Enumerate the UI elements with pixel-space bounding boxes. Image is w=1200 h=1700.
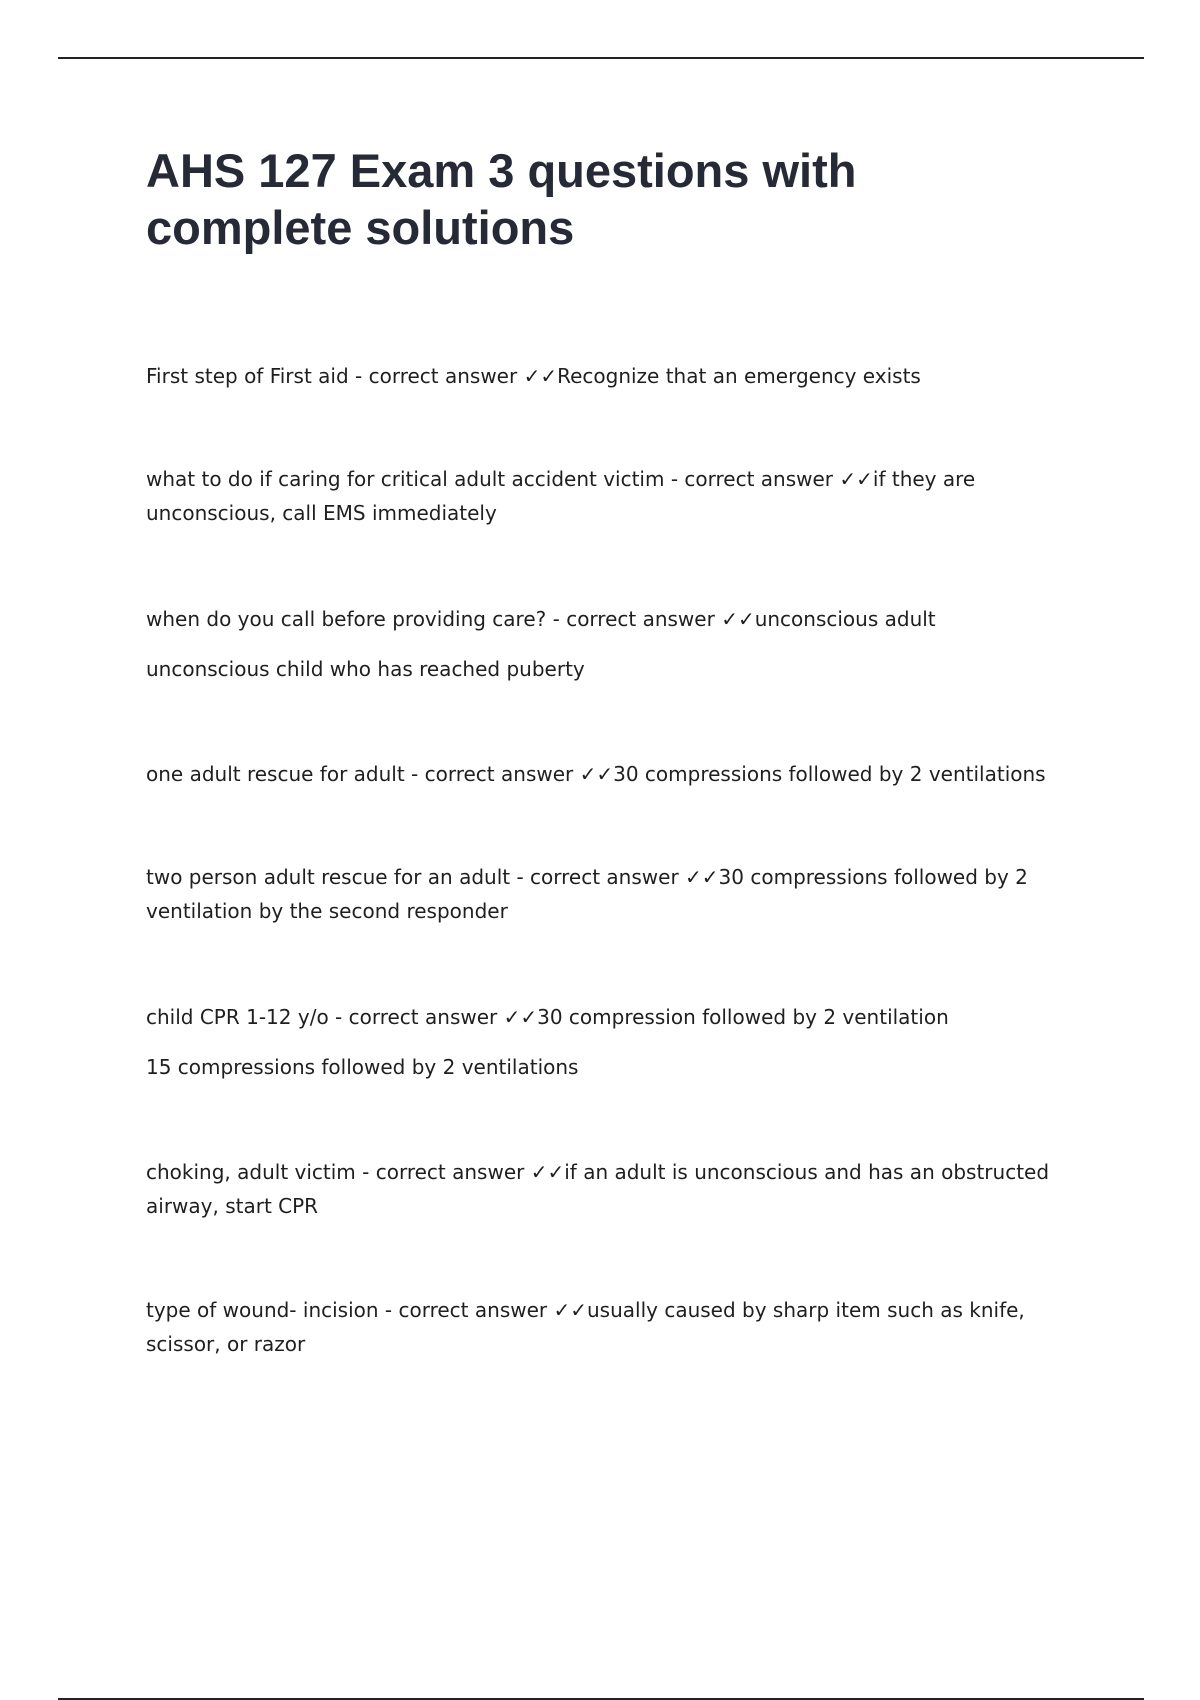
qa-text (146, 757, 1086, 791)
question-text: First step of First aid (146, 364, 349, 388)
question-text: type of wound- incision (146, 1298, 379, 1322)
question-text: what to do if caring for critical adult accident victim (146, 467, 665, 491)
correct-answer-separator: - correct answer (404, 762, 580, 786)
document-title: AHS 127 Exam 3 questions with complete solutions (146, 144, 857, 254)
qa-text (146, 462, 1086, 530)
answer-text: usually caused by sharp item such as knife, scissor, or razor (146, 1298, 1025, 1356)
question-text: one adult rescue for adult (146, 762, 405, 786)
question-text: when do you call before providing care? (146, 607, 547, 631)
qa-item (146, 359, 1086, 393)
check-mark-icon: ✓✓ (579, 762, 614, 786)
answer-text: 30 compressions followed by 2 ventilations (613, 762, 1046, 786)
correct-answer-separator: - correct answer (348, 364, 524, 388)
qa-text (146, 1155, 1086, 1223)
check-mark-icon: ✓✓ (553, 1298, 587, 1322)
correct-answer-separator: - correct answer (328, 1005, 504, 1029)
check-mark-icon: ✓✓ (503, 1005, 538, 1029)
correct-answer-separator: - correct answer (664, 467, 840, 491)
qa-item (146, 1000, 1086, 1084)
qa-item (146, 1293, 1086, 1361)
qa-text (146, 1000, 1086, 1034)
answer-text: if an adult is unconscious and has an obstructed airway, start CPR (146, 1160, 1050, 1218)
qa-item (146, 1155, 1086, 1223)
qa-item (146, 602, 1086, 686)
question-text: choking, adult victim (146, 1160, 356, 1184)
qa-item (146, 462, 1086, 530)
correct-answer-separator: - correct answer (510, 865, 686, 889)
check-mark-icon: ✓✓ (685, 865, 719, 889)
qa-item (146, 757, 1086, 791)
answer-extra-text: unconscious child who has reached puberty (146, 657, 585, 681)
correct-answer-separator: - correct answer (546, 607, 722, 631)
question-text: child CPR 1-12 y/o (146, 1005, 329, 1029)
check-mark-icon: ✓✓ (721, 607, 755, 631)
qa-item (146, 860, 1086, 928)
answer-text: 30 compression followed by 2 ventilation (537, 1005, 949, 1029)
answer-text: unconscious adult (754, 607, 936, 631)
qa-text (146, 602, 1086, 636)
answer-extra-text: 15 compressions followed by 2 ventilations (146, 1055, 579, 1079)
qa-text (146, 860, 1086, 928)
correct-answer-separator: - correct answer (378, 1298, 554, 1322)
answer-text: if they are unconscious, call EMS immediately (146, 467, 976, 525)
answer-text: 30 compressions followed by 2 ventilation by the second responder (146, 865, 1028, 923)
check-mark-icon: ✓✓ (523, 364, 558, 388)
qa-text (146, 359, 1086, 393)
top-rule (58, 57, 1144, 59)
question-text: two person adult rescue for an adult (146, 865, 511, 889)
check-mark-icon: ✓✓ (839, 467, 873, 491)
check-mark-icon: ✓✓ (530, 1160, 565, 1184)
answer-text: Recognize that an emergency exists (557, 364, 921, 388)
correct-answer-separator: - correct answer (355, 1160, 531, 1184)
qa-text (146, 1293, 1086, 1361)
